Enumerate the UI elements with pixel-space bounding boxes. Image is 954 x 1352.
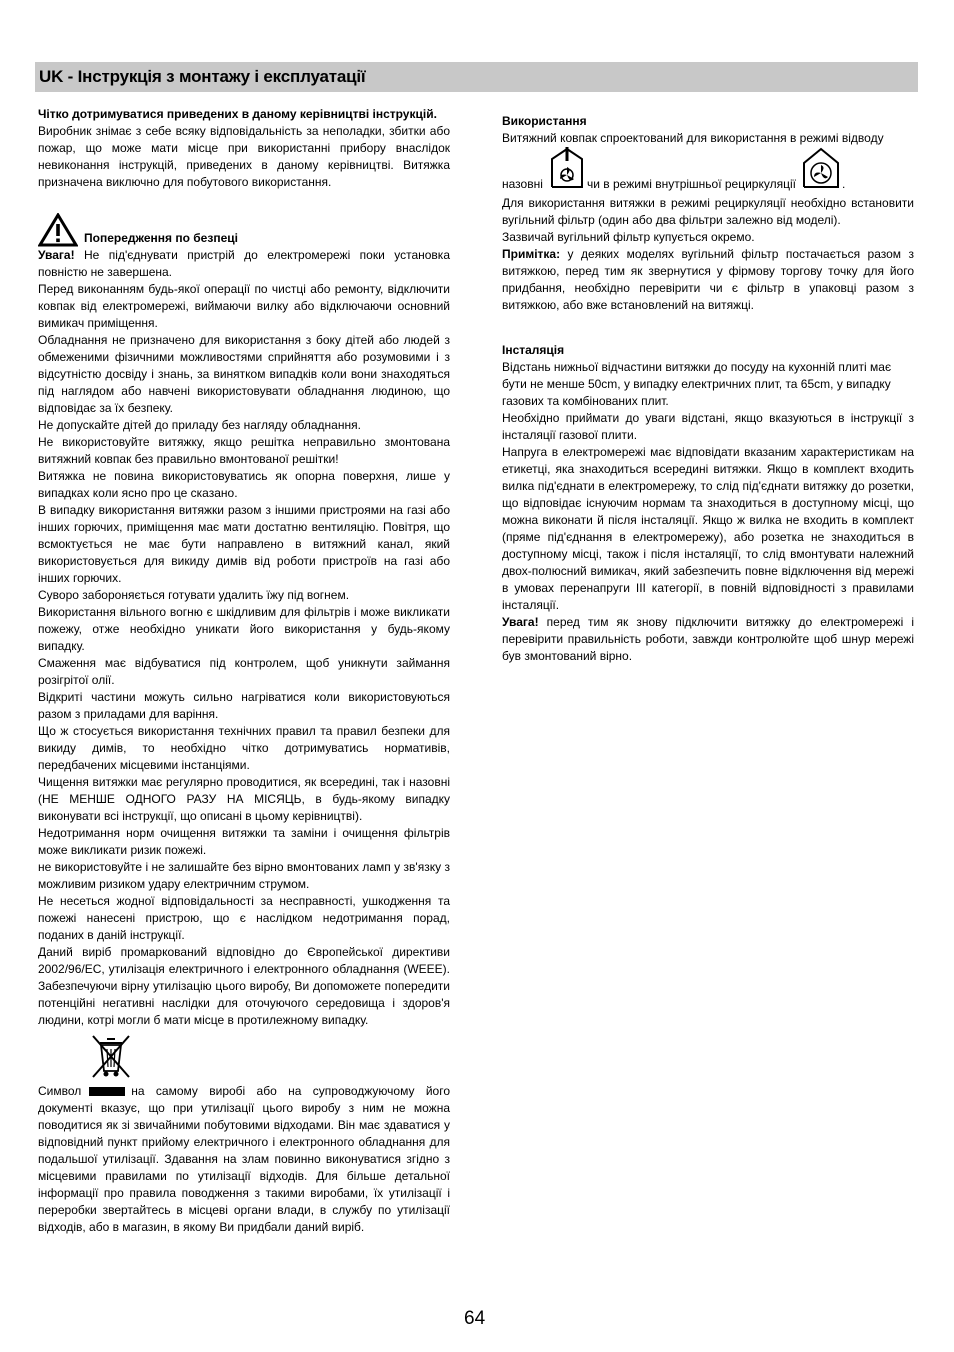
- usage-note: [502, 246, 914, 314]
- safety-paragraph: Недотримання норм очищення витяжки та заміни і очищення фільтрів може викликати ризик пожежі.: [38, 826, 450, 857]
- safety-paragraph: В випадку використання витяжки разом з іншими пристроями на газі або інших горючих, приміщення має мати достатню вентиляцію. Повітря, що всмоктується не має бути направлено в витяжний канал, який використовується для викиду димів від роботи пристроїв на газі або інших горючих.: [38, 503, 450, 585]
- safety-paragraph: Не допускайте дітей до приладу без нагляду обладнання.: [38, 418, 361, 432]
- usage-line1: Витяжний ковпак спроектований для використання в режимі відводу: [502, 131, 884, 145]
- install-heading: Інсталяція: [502, 343, 565, 357]
- safety-heading: Попередження по безпеці: [84, 231, 238, 245]
- install-paragraph: Відстань нижньої відчастини витяжки до посуду на кухонній плиті має бути не менше 50cm, у випадку електричних плит, та 65cm, у випадку газових та комбінованих плит.: [502, 360, 892, 408]
- safety-paragraph: Не використовуйте витяжку, якщо решітка неправильно змонтована витяжний ковпак без правильно вмонтованої решітки!: [38, 435, 450, 466]
- usage-text-recirculation: чи в режимі внутрішньої рециркуляції: [587, 177, 796, 191]
- weee-crossed-bin-icon: [88, 1033, 134, 1079]
- safety-paragraph: Відкриті частини можуть сильно нагріватися коли використовуються разом з приладами для варіння.: [38, 690, 450, 721]
- left-column: [38, 106, 450, 1236]
- safety-paragraph: Чищення витяжки має регулярно проводитися, як всередині, так і назовні (НЕ МЕНШЕ ОДНОГО РАЗУ НА МІСЯЦЬ, в будь-якому випадку виконувати всі інструкції, що описані в цьому керівництві).: [38, 775, 450, 823]
- safety-heading-row: [38, 213, 450, 247]
- intro-text: Виробник знімає з себе всяку відповідальність за неполадки, збитки або пожар, що може мати місце при використанні прибору внаслідок невиконання інструкцій, приведених в даному керівництві. Витяжка призначена виключно для побутового використання.: [38, 124, 450, 189]
- safety-paragraph: не використовуйте і не залишайте без вірно вмонтованих ламп у зв'язку з можливим ризиком удару електричним струмом.: [38, 860, 450, 891]
- section-header: [35, 62, 918, 92]
- usage-p1: Для використання витяжки в режимі рециркуляції необхідно встановити вугільний фільтр (один або два фільтри залежно від моделі).: [502, 196, 914, 227]
- safety-paragraph: Перед виконанням будь-якої операції по чистці або ремонту, відключити ковпак від електромережі, виймаючи вилку або відключаючи основний вимикач приміщення.: [38, 282, 450, 330]
- safety-paragraph: Не несеться жодної відповідальності за несправності, ушкодження та пожежі нанесені пристрою, що є наслідком недотримання порад, поданих в даній інструкції.: [38, 894, 450, 942]
- symbol-word: Символ: [38, 1084, 82, 1098]
- safety-paragraph: Використання вільного вогню є шкідливим для фільтрів і може викликати пожежу, отже необхідно уникати його використання у будь-якому випадку.: [38, 605, 450, 653]
- page-title: UK - Інструкція з монтажу і експлуатації: [39, 67, 366, 86]
- safety-paragraph: Даний виріб промаркований відповідно до Європейської директиви 2002/96/ЕС, утилізація електричного і електронного обладнання (WEEE). Забезпечуючи вірну утилізацію цього виробу, Ви допоможете попередити потенційні негативні наслідки для оточуючого середовища і здоров'я людини, котрі могли б мати місце в протилежному випадку.: [38, 945, 450, 1027]
- safety-warning: [38, 247, 450, 281]
- usage-text-external: назовні: [502, 177, 543, 191]
- warning-triangle-icon: [38, 213, 78, 247]
- install-paragraph: Напруга в електромережі має відповідати вказаним характеристикам на етикетці, яка знаходиться всередині витяжки. Якщо в комплект входить вилка під'єднати в електромережу, то слід під'єднати витяжку до розетки, що відповідає існуючим нормам та знаходиться в доступному місці, що можна виконати й після інсталяції. Якщо ж вилка не входить в комплект (пряме під'єднання в електромережу), або розетка не знаходиться в доступному місці, також і після інсталяції, то слід вмонтувати належний двох-полюсний вимикач, який забезпечить повне відключення від мережі в умовах перенапруги III категорії, в повній відповідності з правилами інсталяції.: [502, 445, 914, 612]
- weee-symbol-paragraph: [38, 1083, 450, 1236]
- install-warning-text: перед тим як знову підключити витяжку до електромережі і перевірити правильність роботи, завжди контролюйте щоб шнур мережі був змонтований вірно.: [502, 615, 914, 663]
- right-column: [502, 113, 914, 665]
- page-number: 64: [464, 1308, 486, 1329]
- safety-paragraph: Суворо забороняється готувати удалить їжу під вогнем.: [38, 588, 350, 602]
- install-paragraph: Необхідно приймати до уваги відстані, якщо вказуються в інструкції з інсталяції газової плити.: [502, 411, 914, 442]
- usage-note-text: у деяких моделях вугільний фільтр постачається разом з витяжкою, перед тим як звернутися у фірмову торгову точку для його придбання, необхідно перевірити чи є фільтр в упаковці разом з витяжкою, або вже встановлений на витяжці.: [502, 247, 914, 312]
- safety-paragraph: Що ж стосується використання технічних правил та правил безпеки для викиду димів, то необхідно чітко дотримуватись нормативів, передбачених місцевими інстанціями.: [38, 724, 450, 772]
- black-bar-icon: [89, 1087, 125, 1096]
- safety-warning-label: Увага!: [38, 248, 75, 262]
- recirculation-icon: [802, 147, 840, 189]
- safety-warning-text: Не під'єднувати пристрій до електромережі поки установка повністю не завершена.: [38, 248, 450, 279]
- safety-paragraph: Обладнання не призначено для використання з боку дітей або людей з обмеженими фізичними можливостями сприйняття або розумовими і з відсутністю досвіду і знань, за винятком випадків коли вони знаходяться під наглядом або навчені використовувати обладнання людиною, що відповідає за їх безпеку.: [38, 333, 450, 415]
- ducted-exhaust-icon: [550, 147, 584, 189]
- usage-p2: Зазвичай вугільний фільтр купується окремо.: [502, 230, 755, 244]
- usage-icon-line: [502, 147, 914, 195]
- usage-note-label: Примітка:: [502, 247, 561, 261]
- usage-heading: Використання: [502, 114, 587, 128]
- safety-paragraph: Витяжка не повина використовуватись як опорна поверхня, лише у випадках коли ясно про це сказано.: [38, 469, 450, 500]
- install-warning-label: Увага!: [502, 615, 539, 629]
- symbol-text: на самому виробі або на супроводжуючому його документі вказує, що при утилізації цього виробу з ним не можна поводитися як зі звичайними побутовими відходами. Він має здаватися у відповідний пункт прийому електричного і електронного обладнання для подальшої утилізації. Здавання на злам повинно виконуватися згідно з місцевими правилами по утилізації відходів. Для більше детальної інформації про правила поводження з такими виробами, їх утилізації і переробки звертайтесь в місцеві органи влади, в службу по утилізації відходів, або в магазин, в якому Ви придбали даний виріб.: [38, 1084, 450, 1234]
- usage-text-period: .: [842, 177, 846, 191]
- install-warning: [502, 614, 914, 665]
- safety-paragraph: Смаження має відбуватися під контролем, щоб уникнути займання розігрітої олії.: [38, 656, 450, 687]
- intro-heading: Чітко дотримуватися приведених в даному керівництві інструкцій.: [38, 107, 437, 121]
